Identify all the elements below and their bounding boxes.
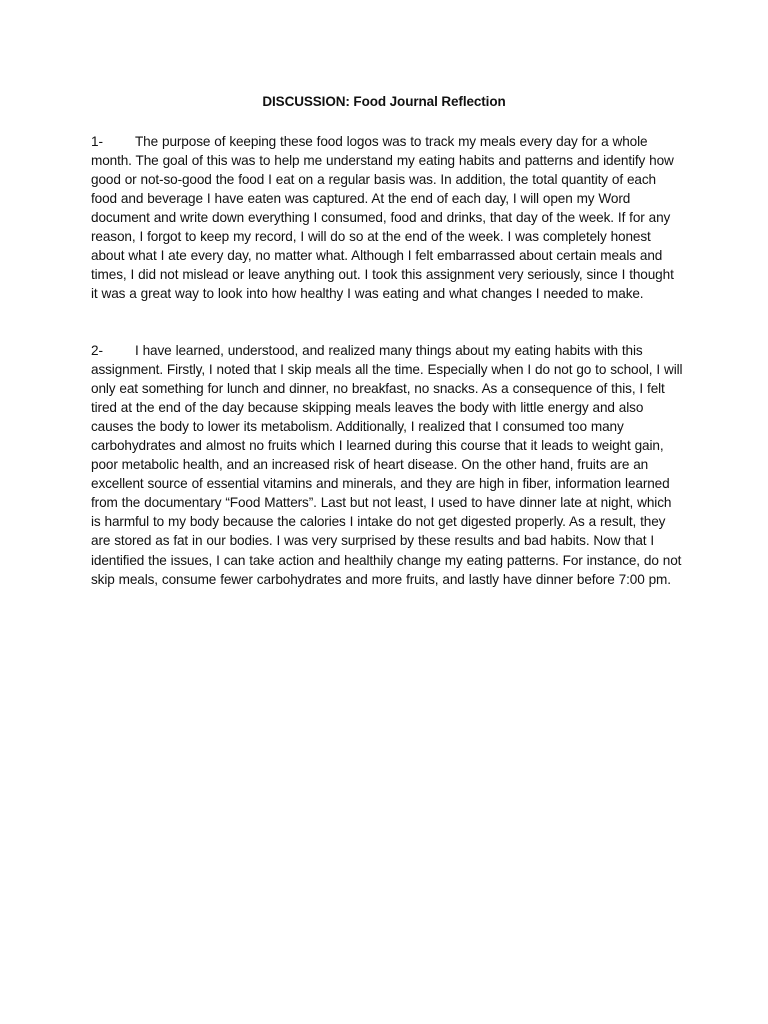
paragraph-text: The purpose of keeping these food logos was to track my meals every day for a whole month. The goal of this was to help me understand my eating habits and patterns and identify how good or not-so-good the food I eat on a regular basis was. In addition, the total quantity of each food and beverage I have eaten was captured. At the end of each day, I will open my Word document and write down everything I consumed, food and drinks, that day of the week. If for any reason, I forgot to keep my record, I will do so at the end of the week. I was completely honest about what I ate every day, no matter what. Although I felt embarrassed about certain meals and times, I did not mislead or leave anything out. I took this assignment very seriously, since I thought it was a great way to look into how healthy I was eating and what changes I needed to make. <box>91 134 674 302</box>
document-title: DISCUSSION: Food Journal Reflection <box>262 94 506 109</box>
paragraph-2 <box>91 341 683 589</box>
paragraph-text: I have learned, understood, and realized many things about my eating habits with this assignment. Firstly, I noted that I skip meals all the time. Especially when I do not go to school, I will only eat something for lunch and dinner, no breakfast, no snacks. As a consequence of this, I felt tired at the end of the day because skipping meals leaves the body with little energy and also causes the body to lower its metabolism. Additionally, I realized that I consumed too many carbohydrates and almost no fruits which I learned during this course that it leads to weight gain, poor metabolic health, and an increased risk of heart disease. On the other hand, fruits are an excellent source of essential vitamins and minerals, and they are high in fiber, information learned from the documentary “Food Matters”. Last but not least, I used to have dinner late at night, which is harmful to my body because the calories I intake do not get digested properly. As a result, they are stored as fat in our bodies. I was very surprised by these results and bad habits. Now that I identified the issues, I can take action and healthily change my eating patterns. For instance, do not skip meals, consume fewer carbohydrates and more fruits, and lastly have dinner before 7:00 pm. <box>91 343 683 587</box>
paragraph-number: 2- <box>91 343 103 358</box>
paragraph-1 <box>91 132 683 303</box>
paragraph-number: 1- <box>91 134 103 149</box>
